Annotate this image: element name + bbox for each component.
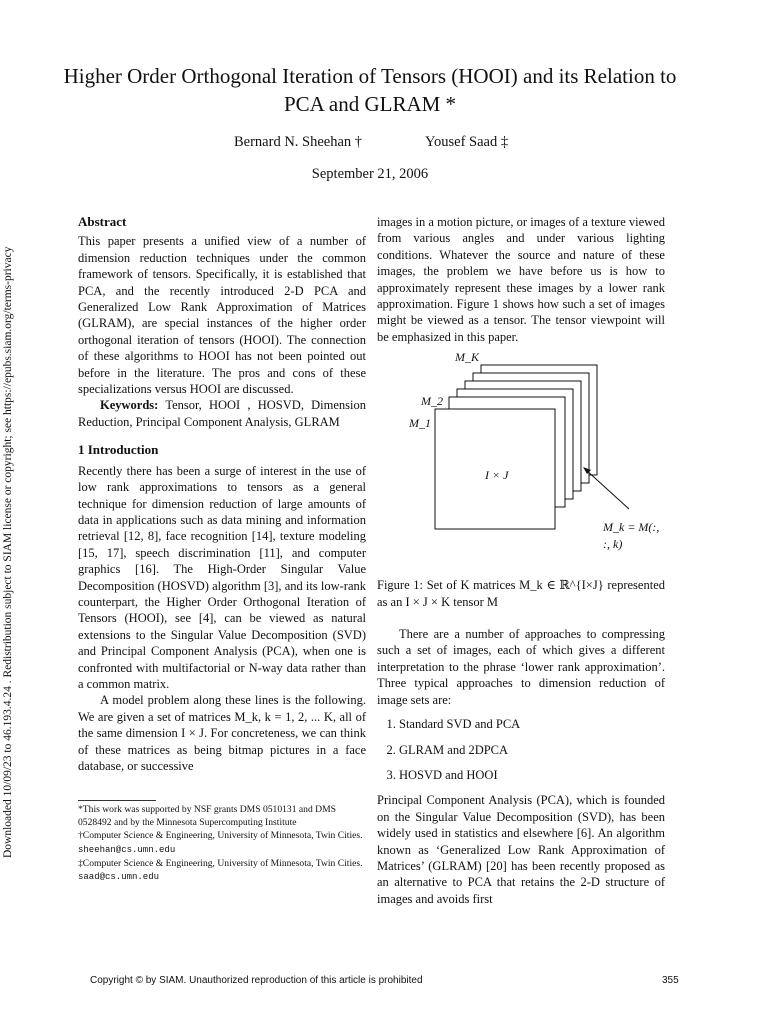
approach-list xyxy=(377,716,665,783)
right-paragraph-2: There are a number of approaches to compressing such a set of images, each of which gives a different interpretation to the phrase ‘lower rank approximation’. Three typical approaches to dimension reduction of image sets are: xyxy=(377,627,665,707)
footnote-sheehan xyxy=(78,829,366,856)
footnote-rule xyxy=(78,800,156,801)
slice-pointer-line xyxy=(585,469,629,509)
footnote-funding: *This work was supported by NSF grants DMS 0510131 and DMS 0528492 and by the Minnesota Supercomputing Institute xyxy=(78,804,336,829)
footnote-saad-email: saad@cs.umn.edu xyxy=(78,872,160,883)
keywords-text: Tensor, HOOI , HOSVD, Dimension Reduction, Principal Component Analysis, GLRAM xyxy=(78,398,366,429)
author-sheehan: Bernard N. Sheehan † xyxy=(234,134,363,150)
label-m2: M_2 xyxy=(421,394,443,409)
list-item: 3. HOSVD and HOOI xyxy=(399,767,665,783)
paper-date: September 21, 2006 xyxy=(311,166,429,182)
right-paragraph-3: Principal Component Analysis (PCA), which is founded on the Singular Value Decomposition (SVD), has been widely used in statistics and elsewhere [6]. An algorithm known as ‘Generalized Low Rank Approximation of Matrices’ (GLRAM) [20] has been recently proposed as an alternative to PCA that retains the 2-D structure of images and avoids first xyxy=(377,793,665,906)
download-notice xyxy=(2,168,18,858)
label-center: I × J xyxy=(485,468,509,483)
copyright-notice: Copyright © by SIAM. Unauthorized reproduction of this article is prohibited xyxy=(90,975,423,986)
label-m1: M_1 xyxy=(409,416,431,431)
abstract-heading: Abstract xyxy=(78,214,127,229)
figure-1-caption: Figure 1: Set of K matrices M_k ∈ ℝ^{I×J} represented as an I × J × K tensor M xyxy=(377,578,665,609)
footnote-saad xyxy=(78,857,366,884)
keywords-paragraph xyxy=(78,397,366,430)
right-paragraph-1: images in a motion picture, or images of a texture viewed from various angles and under various lighting conditions. Whatever the source and nature of these images, the problem we have before us is how to approximately represent these images by a lower rank approximation. Figure 1 shows how such a set of images might be viewed as a tensor. The tensor viewpoint will be emphasized in this paper. xyxy=(377,215,665,344)
label-slice: M_k = M(:, :, k) xyxy=(603,520,660,551)
footnote-sheehan-affil: †Computer Science & Engineering, University of Minnesota, Twin Cities. xyxy=(78,830,363,842)
section-heading-introduction: 1 Introduction xyxy=(78,442,159,458)
list-item: 2. GLRAM and 2DPCA xyxy=(399,742,665,758)
intro-paragraph-1: Recently there has been a surge of interest in the use of low rank approximations to tensors as a general technique for dimension reduction of large amounts of data in applications such as data mining and information retrieval [12, 8], face recognition [14], texture modeling [15, 17], speech discrimination [11], and computer graphics [16]. The High-Order Singular Value Decomposition (HOSVD) algorithm [3], and its low-rank counterpart, the Higher Order Orthogonal Iteration of Tensors (HOOI), see [4], can be viewed as natural extensions to the Singular Value Decomposition (SVD) and Principal Component Analysis (PCA), when one is confronted with multifactorial or N-way data rather than a common matrix. xyxy=(78,463,366,691)
left-column xyxy=(78,214,366,774)
paper-title: Higher Order Orthogonal Iteration of Tensors (HOOI) and its Relation to PCA and GLRAM * xyxy=(63,64,677,116)
list-item: 1. Standard SVD and PCA xyxy=(399,716,665,732)
keywords-label: Keywords: xyxy=(100,398,159,413)
intro-paragraph-2: A model problem along these lines is the following. We are given a set of matrices M_k, k = 1, 2, ... K, all of the same dimension I × J. For concreteness, we can think of these matrices as being bitmap pictures in a face database, or successive xyxy=(78,693,366,773)
footnotes xyxy=(78,800,366,884)
footnote-sheehan-email: sheehan@cs.umn.edu xyxy=(78,844,176,855)
right-column xyxy=(377,214,665,907)
footnote-saad-affil: ‡Computer Science & Engineering, University of Minnesota, Twin Cities. xyxy=(78,857,363,869)
page-number: 355 xyxy=(662,975,679,986)
abstract-text: This paper presents a unified view of a number of dimension reduction techniques under the common framework of tensors. Specifically, it is established that PCA, and the recently introduced 2-D PCA and Generalized Low Rank Approximation of Matrices (GLRAM), are special instances of the higher order orthogonal iteration of tensors (HOOI). The connection of these algorithms to HOOI has not been pointed out before in the literature. The pros and cons of these specializations versus HOOI are discussed. xyxy=(78,234,366,397)
figure-1 xyxy=(377,351,665,573)
download-notice-text: Downloaded 10/09/23 to 46.193.4.24 . Redistribution subject to SIAM license or copyright; see https://epubs.siam.org/terms-privacy xyxy=(2,246,14,858)
label-mk: M_K xyxy=(455,350,479,365)
author-saad: Yousef Saad ‡ xyxy=(425,134,509,150)
